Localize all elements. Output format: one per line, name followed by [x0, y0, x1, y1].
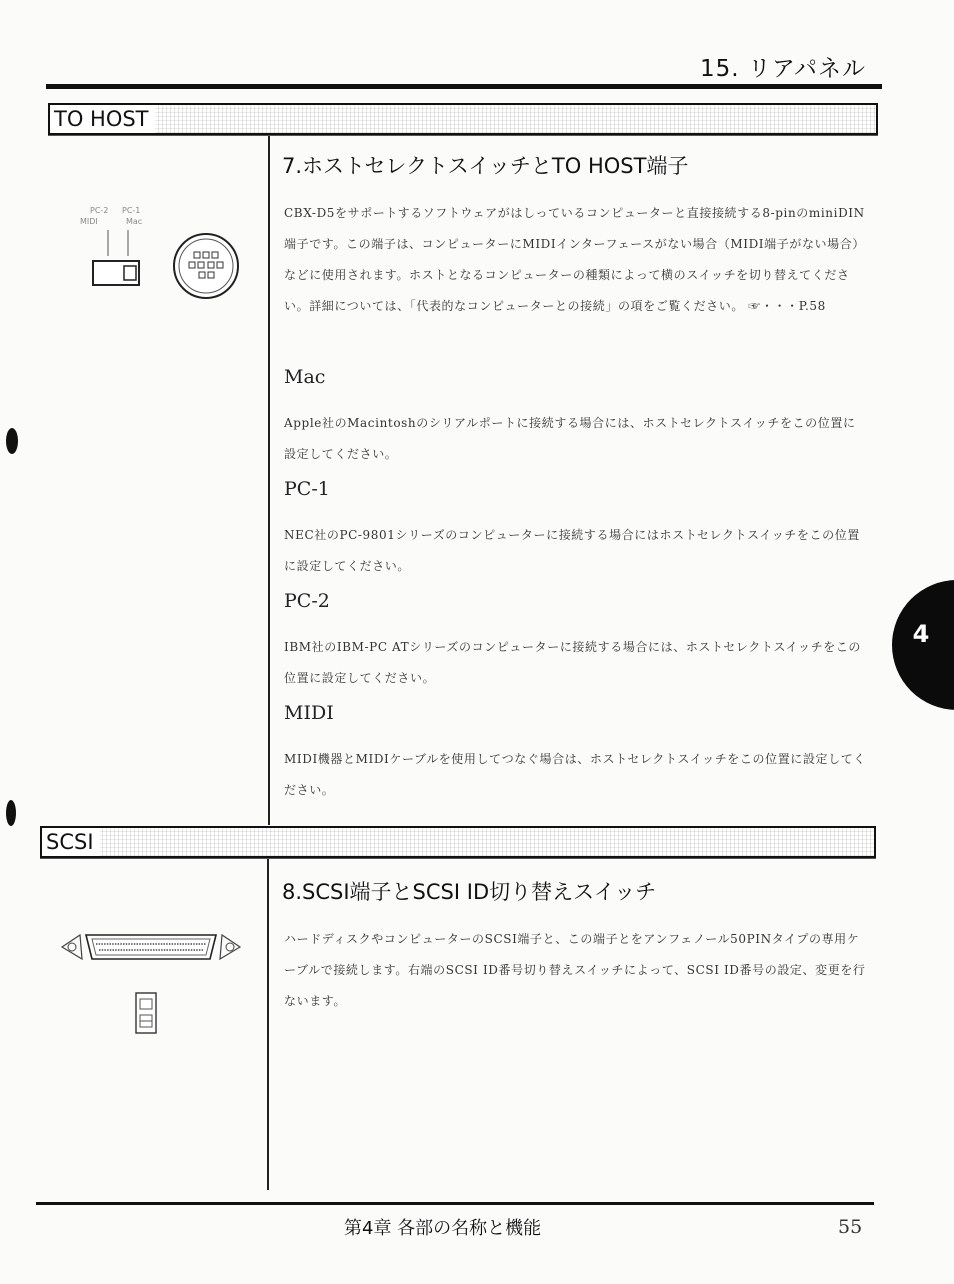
- scsi-heading: 8.SCSI端子とSCSI ID切り替えスイッチ: [282, 880, 657, 904]
- host-select-switch-icon: [78, 206, 248, 306]
- switch-label-mac: Mac: [126, 217, 143, 226]
- scsi-text: ハードディスクやコンピューターのSCSI端子と、この端子とをアンフェノール50PINタイプの専用ケーブルで接続します。右端のSCSI ID番号切り替えスイッチによって、SCSI ID番号の設定、変更を行ないます。: [284, 932, 866, 1008]
- item-title-pc2: PC-2: [284, 590, 330, 612]
- host-switch-illustration: [78, 206, 248, 306]
- item-title-mac: Mac: [284, 366, 326, 388]
- item-text-mac: Apple社のMacintoshのシリアルポートに接続する場合には、ホストセレクトスイッチをこの位置に設定してください。: [284, 416, 856, 461]
- scsi-connector-illustration: [56, 925, 246, 1040]
- header-rule: [46, 84, 882, 89]
- section-underline-scsi: [40, 858, 876, 859]
- scan-mark-lower: [6, 800, 16, 826]
- section-bar-to-host: [48, 103, 878, 135]
- switch-label-midi: MIDI: [80, 217, 98, 226]
- to-host-heading: 7.ホストセレクトスイッチとTO HOST端子: [282, 154, 689, 178]
- footer-chapter: 第4章 各部の名称と機能: [344, 1218, 542, 1239]
- page-header-title: 15. リアパネル: [699, 56, 866, 82]
- item-title-pc1: PC-1: [284, 478, 330, 500]
- item-title-midi: MIDI: [284, 702, 334, 724]
- section-label-to-host: TO HOST: [50, 105, 155, 133]
- page-number: 55: [838, 1216, 863, 1238]
- chapter-tab-number: 4: [912, 620, 930, 648]
- item-text-pc1: NEC社のPC-9801シリーズのコンピューターに接続する場合にはホストセレクトスイッチをこの位置に設定してください。: [284, 528, 860, 573]
- to-host-intro: CBX-D5をサポートするソフトウェアがはしっているコンピューターと直接接続する8-pinのminiDIN端子です。この端子は、コンピューターにMIDIインターフェースがない場合（MIDI端子がない場合）などに使用されます。ホストとなるコンピューターの種類によって横のスイッチを切り替えてください。詳細については、「代表的なコンピューターとの接続」の項をご覧ください。 ☞・・・P.58: [284, 206, 865, 313]
- footer-rule: [36, 1202, 874, 1205]
- item-text-pc2: IBM社のIBM-PC ATシリーズのコンピューターに接続する場合には、ホストセレクトスイッチをこの位置に設定してください。: [284, 640, 862, 685]
- section-bar-scsi: [40, 826, 876, 858]
- switch-label-pc1: PC-1: [122, 206, 141, 215]
- item-text-midi: MIDI機器とMIDIケーブルを使用してつなぐ場合は、ホストセレクトスイッチをこの位置に設定してください。: [284, 752, 866, 797]
- scan-mark-upper: [6, 428, 18, 454]
- column-divider-upper: [268, 135, 270, 825]
- column-divider-lower: [267, 858, 269, 1190]
- switch-label-pc2: PC-2: [90, 206, 109, 215]
- section-underline-to-host: [48, 135, 878, 136]
- section-label-scsi: SCSI: [42, 828, 100, 856]
